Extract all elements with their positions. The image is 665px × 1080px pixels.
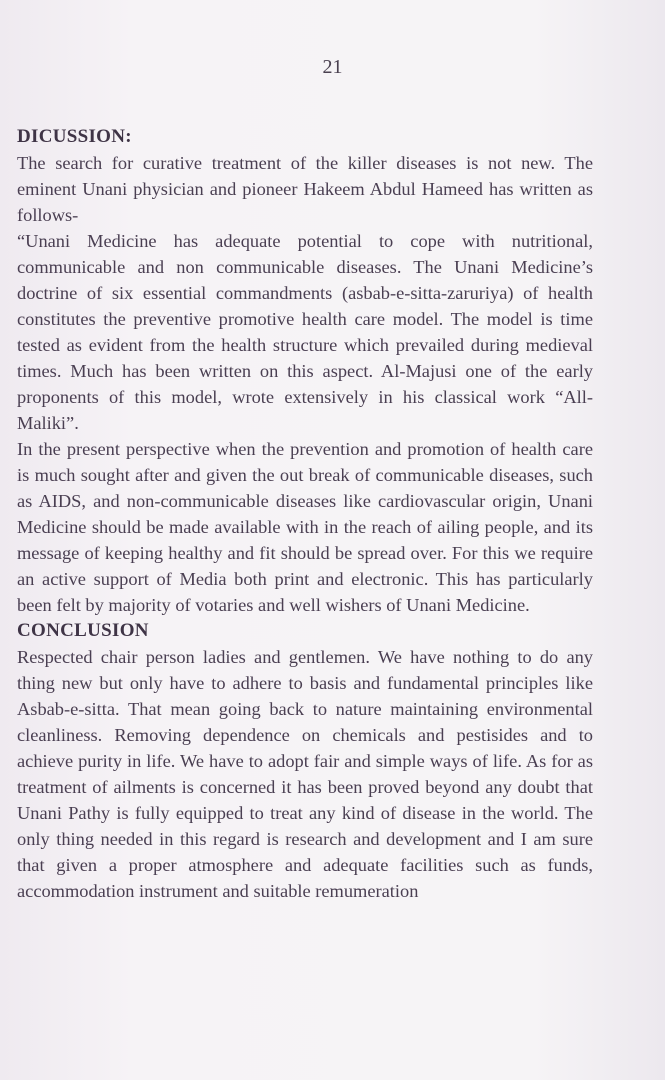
discussion-paragraph: “Unani Medicine has adequate potential to cope with nutritional, communicable and non communicable diseases. The Unani Medicine’s doctrine of six essential commandments (asbab-e-sitta-zaruriya) of health constitutes the preventive promotive health care model. The model is time tested as evident from the health structure which prevailed during medieval times. Much has been written on this aspect. Al-Majusi one of the early proponents of this model, wrote extensively in his classical work “All-Maliki”. xyxy=(17,231,593,433)
page-content xyxy=(17,124,593,904)
conclusion-paragraph: Respected chair person ladies and gentlemen. We have nothing to do any thing new but only have to adhere to basis and fundamental principles like Asbab-e-sitta. That mean going back to nature maintaining environmental cleanliness. Removing dependence on chemicals and pestisides and to achieve purity in life. We have to adopt fair and simple ways of life. As for as treatment of ailments is concerned it has been proved beyond any doubt that Unani Pathy is fully equipped to treat any kind of disease in the world. The only thing needed in this regard is research and development and I am sure that given a proper atmosphere and adequate facilities such as funds, accommodation instrument and suitable remumeration xyxy=(17,647,593,901)
conclusion-section xyxy=(17,618,593,904)
discussion-section xyxy=(17,124,593,618)
conclusion-heading: CONCLUSION xyxy=(17,620,149,641)
discussion-heading: DICUSSION: xyxy=(17,126,132,147)
discussion-paragraph: The search for curative treatment of the killer diseases is not new. The eminent Unani physician and pioneer Hakeem Abdul Hameed has written as follows- xyxy=(17,153,593,225)
discussion-paragraph: In the present perspective when the prevention and promotion of health care is much sought after and given the out break of communicable diseases, such as AIDS, and non-communicable diseases like cardiovascular origin, Unani Medicine should be made available with in the reach of ailing people, and its message of keeping healthy and fit should be spread over. For this we require an active support of Media both print and electronic. This has particularly been felt by majority of votaries and well wishers of Unani Medicine. xyxy=(17,439,593,615)
page-number: 21 xyxy=(322,56,343,78)
